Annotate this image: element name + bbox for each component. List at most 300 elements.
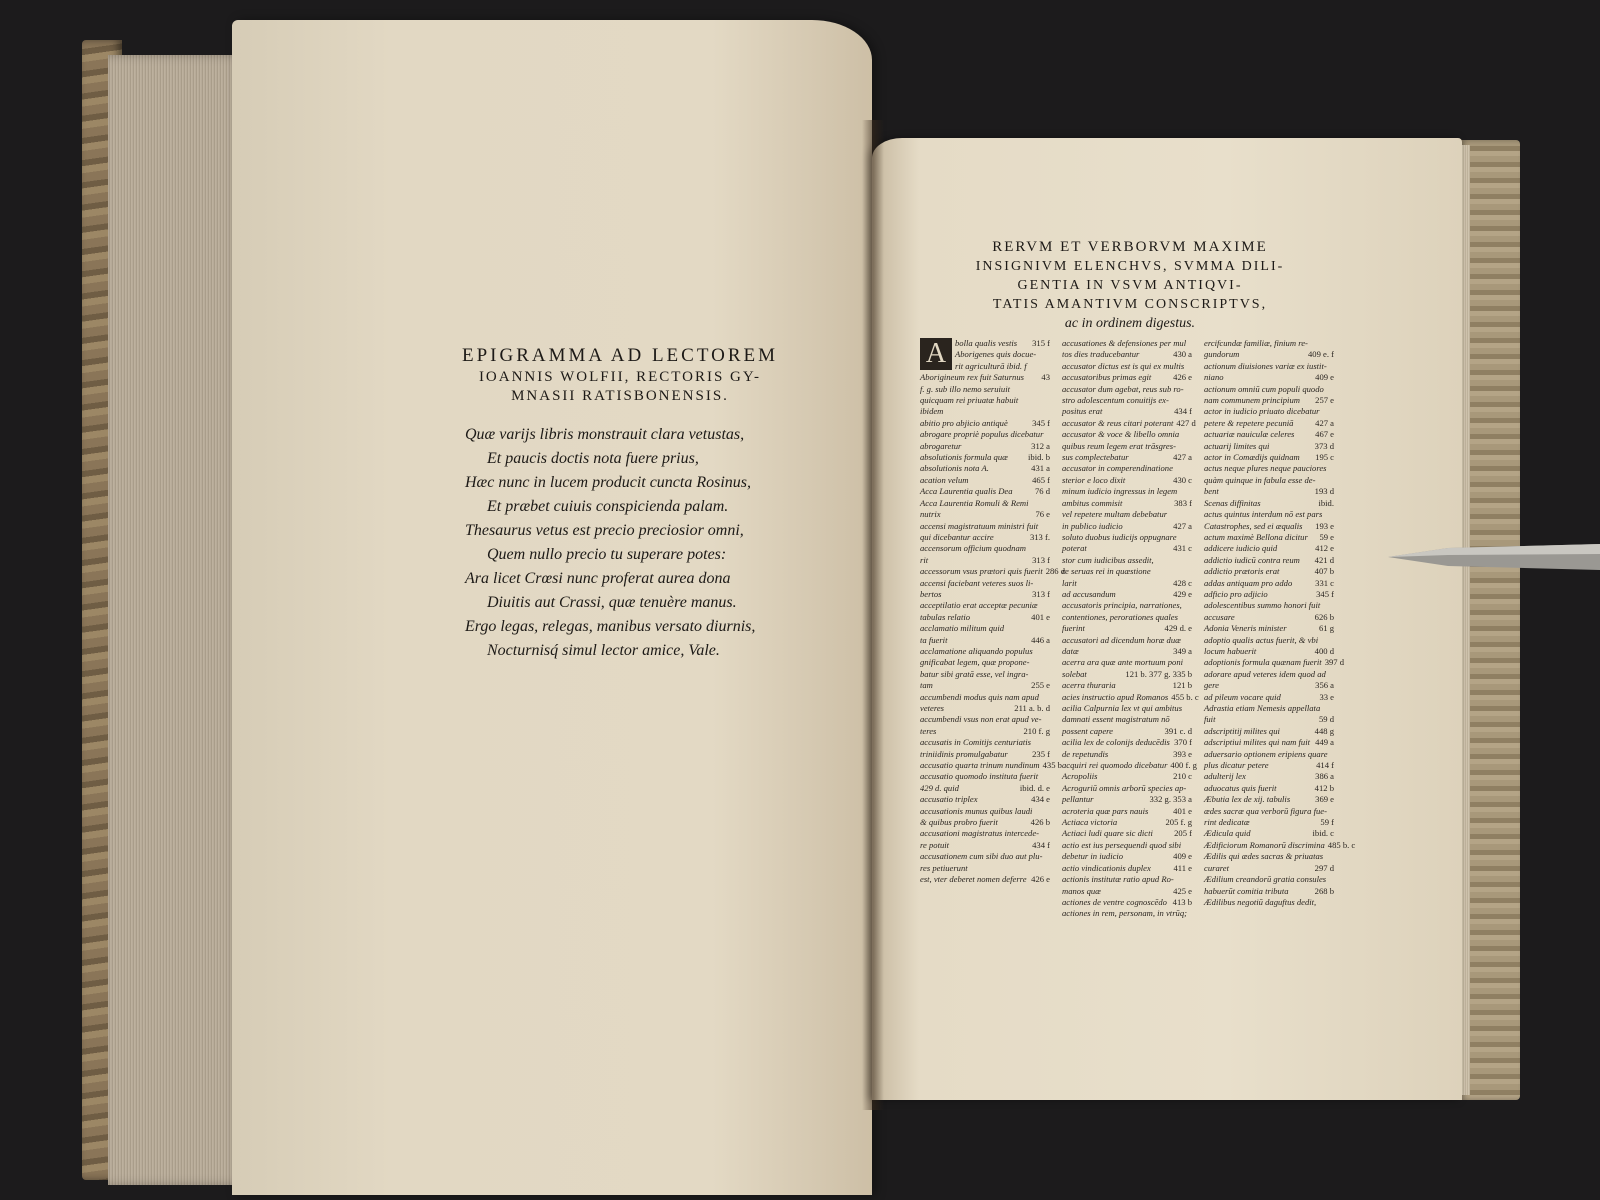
index-entry-page <box>1189 429 1192 440</box>
index-entry <box>920 543 1050 554</box>
index-entry-page <box>1189 714 1192 725</box>
index-entry <box>1204 349 1334 360</box>
index-entry-term: actus quintus interdum nō est pars <box>1204 509 1323 520</box>
index-entry-page <box>1331 361 1334 372</box>
index-entry <box>920 452 1050 463</box>
index-entry-term: accusatio quomodo instituta fuerit <box>920 771 1039 782</box>
index-entry-term: gundorum <box>1204 349 1240 360</box>
index-entry-term: ad pileum vocare quid <box>1204 691 1281 702</box>
index-entry-page <box>1331 806 1334 817</box>
poem-line: Ara licet Crœsi nunc proferat aurea dona <box>465 570 731 588</box>
index-entry-page: 59 d <box>1318 714 1334 725</box>
index-entry <box>920 646 1050 657</box>
index-entry-page <box>1047 737 1050 748</box>
drop-capital: A <box>920 338 952 370</box>
index-entry <box>920 635 1050 646</box>
index-entry-term: Catastrophes, sed ei æqualis <box>1204 520 1303 531</box>
index-entry-term: Ædilium creandorū gratia consules <box>1204 874 1327 885</box>
index-entry-page <box>1047 863 1050 874</box>
index-entry <box>920 372 1050 383</box>
index-entry-page: 455 b. c <box>1171 691 1199 702</box>
index-entry <box>1204 726 1334 737</box>
index-entry-page <box>1189 874 1192 885</box>
index-entry <box>920 828 1050 839</box>
index-entry-page <box>1331 874 1334 885</box>
index-entry-page <box>1189 703 1192 714</box>
index-entry-term: acclamatione aliquando populus <box>920 645 1033 656</box>
index-entry-page: 386 a <box>1315 771 1334 782</box>
index-entry-page <box>1047 692 1050 703</box>
index-entry-page: 427 d <box>1176 417 1196 428</box>
index-entry <box>1062 338 1192 349</box>
index-entry-page: 205 f <box>1174 828 1192 839</box>
index-entry-term: actiones de ventre cognoscēdo <box>1062 896 1167 907</box>
index-entry-term: quicquam rei priuatæ habuit <box>920 395 1019 406</box>
index-entry-term: gere <box>1204 680 1219 691</box>
index-entry <box>1062 521 1192 532</box>
index-entry-term: addictio prætoris erat <box>1204 566 1280 577</box>
index-entry <box>1204 532 1334 543</box>
index-entry <box>920 463 1050 474</box>
index-entry-page: 193 d <box>1314 486 1334 497</box>
index-entry-page: ibid. d. e <box>1019 782 1050 793</box>
index-entry <box>1204 897 1334 908</box>
letter-opener-blade <box>1388 540 1600 574</box>
index-columns <box>920 338 1356 963</box>
index-entry-term: acilia lex de colonijs deducēdis <box>1062 737 1170 748</box>
index-entry-page: 59 e <box>1319 531 1334 542</box>
index-entry-page <box>1331 635 1334 646</box>
index-entry-term: adorare apud veteres idem quod ad <box>1204 668 1326 679</box>
index-entry <box>1204 612 1334 623</box>
index-entry-page <box>1047 600 1050 611</box>
index-entry <box>1062 863 1192 874</box>
index-entry-page: 331 c <box>1315 577 1334 588</box>
index-entry <box>1062 463 1192 474</box>
index-entry-page <box>1047 384 1050 395</box>
index-entry-page: ibid. c <box>1312 828 1334 839</box>
index-entry-term: accusator & reus citari poterant <box>1062 417 1174 428</box>
poem-line: Quem nullo precio tu superare potes: <box>487 546 727 564</box>
index-entry <box>1204 600 1334 611</box>
index-entry <box>920 498 1050 509</box>
index-entry-page: 391 c. d <box>1164 725 1192 736</box>
index-entry-term: f. g. sub illo nemo seruiuit <box>920 383 1010 394</box>
index-entry-page <box>1047 646 1050 657</box>
index-entry-page <box>1047 714 1050 725</box>
epigram-block <box>405 345 835 663</box>
index-entry-page <box>1331 475 1334 486</box>
index-entry-term: petere & repetere pecuniā <box>1204 417 1294 428</box>
index-entry-page: 409 e <box>1315 372 1334 383</box>
index-entry <box>1062 657 1192 668</box>
index-entry-term: Scenas diffinitas <box>1204 497 1261 508</box>
index-entry <box>1062 908 1192 919</box>
index-entry-page: 412 e <box>1315 543 1334 554</box>
index-entry-term: datæ <box>1062 645 1079 656</box>
index-entry-page <box>1047 851 1050 862</box>
index-entry-term: accusationi magistratus intercede- <box>920 828 1040 839</box>
index-entry-term: accusatio triplex <box>920 794 978 805</box>
index-entry <box>920 441 1050 452</box>
index-entry-term: res petiuerunt <box>920 862 968 873</box>
index-entry-page: 286 d <box>1045 566 1066 577</box>
index-entry <box>1204 452 1334 463</box>
index-entry-page <box>1047 361 1050 372</box>
index-entry-term: absolutionis nota A. <box>920 463 989 474</box>
index-entry <box>1062 771 1192 782</box>
index-entry-page: 205 f. g <box>1165 817 1192 828</box>
index-entry <box>920 566 1066 577</box>
index-entry <box>1062 566 1192 577</box>
index-entry-term: manos quæ <box>1062 885 1101 896</box>
index-entry-term: stor cum iudicibus assedit, <box>1062 554 1154 565</box>
index-entry-term: actiones in rem, personam, in vtrūq; <box>1062 908 1187 919</box>
index-entry-term: in publico iudicio <box>1062 520 1123 531</box>
index-entry <box>1062 760 1197 771</box>
index-entry <box>920 760 1062 771</box>
index-entry-term: fuit <box>1204 714 1216 725</box>
index-entry-term: adscriptiui milites qui nam fuit <box>1204 737 1310 748</box>
index-entry <box>1204 475 1334 486</box>
index-entry <box>1204 680 1334 691</box>
index-entry-page: 373 d <box>1314 440 1334 451</box>
index-entry-page <box>1189 635 1192 646</box>
epigram-author-line1: IOANNIS WOLFII, RECTORIS GY- <box>478 368 762 385</box>
index-entry <box>1204 828 1334 839</box>
index-column <box>920 338 1066 963</box>
index-entry-page: 449 a <box>1315 737 1334 748</box>
index-entry-term: accusator in comperendinatione <box>1062 463 1173 474</box>
index-entry-page <box>1331 338 1334 349</box>
index-entry <box>920 406 1050 417</box>
index-entry-page <box>1047 828 1050 839</box>
index-entry-page <box>1189 566 1192 577</box>
index-entry-page: 383 f <box>1174 497 1192 508</box>
index-entry-page: 434 f <box>1032 839 1050 850</box>
index-entry-page: 370 f <box>1174 737 1192 748</box>
index-entry-page <box>1189 908 1192 919</box>
index-entry <box>1062 714 1192 725</box>
index-entry-term: acilia Calpurnia lex vt qui ambitus <box>1062 703 1183 713</box>
index-entry-term: aduocatus quis fuerit <box>1204 782 1277 793</box>
index-entry-page: 426 b <box>1030 817 1050 828</box>
index-entry <box>1062 509 1192 520</box>
index-entry-page: 467 e <box>1315 429 1334 440</box>
index-entry <box>1062 680 1192 691</box>
index-entry-term: accusatio quarta trinum nundinum <box>920 760 1040 771</box>
index-entry <box>1062 475 1192 486</box>
index-entry-page: 429 d. e <box>1164 623 1192 634</box>
index-entry-term: triniidinis promulgabatur <box>920 748 1008 759</box>
index-entry-page <box>1331 669 1334 680</box>
index-entry-term: Adonia Veneris minister <box>1204 623 1287 634</box>
index-entry-page: 315 f <box>1032 338 1050 348</box>
index-entry-term: addas antiquam pro addo <box>1204 577 1293 588</box>
index-entry <box>1204 657 1345 668</box>
index-entry-page <box>1047 771 1050 782</box>
index-entry <box>1062 840 1192 851</box>
index-entry-term: actionum diuisiones variæ ex iustit- <box>1204 360 1327 371</box>
index-entry-term: ercifcundæ familiæ, finium re- <box>1204 338 1308 348</box>
index-entry <box>955 338 1050 349</box>
epigram-author-line2: MNASII RATISBONENSIS. <box>511 387 729 404</box>
index-entry-term: adscriptitij milites qui <box>1204 725 1280 736</box>
index-entry <box>1204 589 1334 600</box>
index-entry <box>920 418 1050 429</box>
index-entry-term: rit <box>920 554 929 565</box>
index-entry <box>1204 338 1334 349</box>
index-entry <box>1204 555 1334 566</box>
index-entry-page <box>1189 532 1192 543</box>
index-entry-term: actionum omniū cum populi quodo <box>1204 383 1324 394</box>
index-entry <box>920 384 1050 395</box>
index-entry <box>1062 600 1192 611</box>
index-entry-term: Ædicula quid <box>1204 828 1251 839</box>
index-entry-term: sus complectebatur <box>1062 452 1129 463</box>
index-entry-page <box>1331 509 1334 520</box>
index-entry <box>1204 771 1334 782</box>
index-entry-term: aduersario optionem eripiens quare <box>1204 748 1328 759</box>
index-entry-term: stro adolescentum conuitijs ex- <box>1062 395 1169 406</box>
index-entry <box>1204 703 1334 714</box>
index-entry-term: abrogare propriè populus dicebatur <box>920 429 1044 440</box>
index-entry-page: 428 c <box>1173 577 1192 588</box>
index-entry <box>1062 635 1192 646</box>
index-entry <box>955 349 1050 360</box>
index-entry-page: 446 a <box>1031 634 1050 645</box>
index-entry <box>1204 372 1334 383</box>
index-entry-page <box>1189 840 1192 851</box>
index-entry <box>1062 749 1192 760</box>
index-entry-page: ibid. b <box>1028 452 1050 463</box>
index-heading-line: INSIGNIVM ELENCHVS, SVMMA DILI- <box>975 259 1285 274</box>
index-entry <box>920 475 1050 486</box>
index-entry-page: 465 f <box>1032 474 1050 485</box>
index-entry-term: actio vindicationis duplex <box>1062 862 1151 873</box>
index-entry-page <box>1331 897 1334 908</box>
index-entry <box>920 714 1050 725</box>
index-entry <box>1062 452 1192 463</box>
index-entry <box>920 395 1050 406</box>
index-entry <box>1062 417 1196 429</box>
index-entry-term: Acca Laurentia qualis Dea <box>920 486 1013 497</box>
index-entry <box>920 578 1050 589</box>
index-entry-page: 313 f <box>1032 554 1050 565</box>
index-entry-term: acquiri rei quomodo dicebatur <box>1062 760 1168 771</box>
index-entry <box>1062 669 1192 680</box>
index-entry-page: 193 e <box>1315 520 1334 531</box>
index-entry <box>920 703 1050 714</box>
poem-line: Nocturnisq́ simul lector amice, Vale. <box>487 642 720 660</box>
epigram-poem <box>465 423 835 663</box>
index-entry-term: acroteria quæ pars nauis <box>1062 805 1149 816</box>
index-entry-page: 400 f. g <box>1170 760 1197 771</box>
index-entry-term: veteres <box>920 703 945 713</box>
index-entry <box>1204 714 1334 725</box>
index-entry-term: re potuit <box>920 839 950 850</box>
index-entry-term: Acroguriū omnis arborū species ap- <box>1062 782 1187 793</box>
index-heading <box>925 238 1335 333</box>
epigram-title: EPIGRAMMA AD LECTOREM <box>461 345 778 366</box>
index-entry-page: 434 e <box>1031 794 1050 805</box>
index-entry <box>1062 578 1192 589</box>
index-entry-page: 426 e <box>1173 372 1192 383</box>
index-entry-term: tam <box>920 680 933 691</box>
index-entry-term: plus dicatur petere <box>1204 760 1269 771</box>
index-entry <box>920 657 1050 668</box>
index-entry <box>1062 349 1192 360</box>
index-entry-page: 407 b <box>1314 566 1334 577</box>
index-entry-page: 429 e <box>1173 588 1192 599</box>
index-entry-term: actuariæ nauiculæ celeres <box>1204 429 1295 440</box>
index-entry-page <box>1331 463 1334 474</box>
index-entry-page: 425 e <box>1173 885 1192 896</box>
index-entry-page: 431 a <box>1031 463 1050 474</box>
index-entry <box>1204 623 1334 634</box>
index-entry-term: bolla qualis vestis <box>955 338 1018 348</box>
index-entry-term: contentiones, perorationes quales <box>1062 611 1178 622</box>
index-entry-term: abrogaretur <box>920 440 962 451</box>
index-entry-term: acceptilatio erat acceptæ pecuniæ <box>920 600 1038 611</box>
index-entry <box>920 429 1050 440</box>
index-entry-page <box>1189 612 1192 623</box>
index-entry <box>1204 566 1334 577</box>
index-entry-page <box>1047 406 1050 417</box>
index-entry-page <box>1189 509 1192 520</box>
index-entry-term: acerra ara quæ ante mortuum poni <box>1062 657 1184 668</box>
index-entry-page: 356 a <box>1315 680 1334 691</box>
index-entry-term: tabulas relatio <box>920 611 971 622</box>
index-entry-term: acies instructio apud Romanos <box>1062 691 1169 702</box>
index-entry-page <box>1331 406 1334 417</box>
index-entry <box>920 806 1050 817</box>
index-entry <box>1204 543 1334 554</box>
poem-line: Thesaurus vetus est precio preciosior omni, <box>465 522 744 540</box>
index-entry <box>1204 418 1334 429</box>
index-entry <box>1062 897 1192 908</box>
index-entry-page: 76 e <box>1035 509 1050 520</box>
index-entry <box>1062 874 1192 885</box>
index-entry-term: accusationis munus quibus laudi <box>920 805 1033 816</box>
index-entry-term: Æbutia lex de xij. tabulis <box>1204 794 1291 805</box>
index-entry-page: 427 a <box>1173 520 1192 531</box>
index-entry <box>920 737 1050 748</box>
index-entry <box>1204 737 1334 748</box>
index-entry-page: 210 c <box>1173 771 1192 782</box>
index-entry-term: actor in Comædijs quidnam <box>1204 452 1300 463</box>
index-entry <box>1204 463 1334 474</box>
index-entry-page <box>1331 749 1334 760</box>
index-entry-term: poterat <box>1062 543 1087 554</box>
index-entry-page: 401 e <box>1031 611 1050 622</box>
index-column <box>1204 338 1356 963</box>
index-entry-page: 485 b. c <box>1327 839 1356 850</box>
index-entry-term: Ædificiorum Romanorū discrimina <box>1204 839 1325 850</box>
index-entry-term: Aborigineum rex fuit Saturnus <box>920 372 1024 383</box>
index-entry-page <box>1189 657 1192 668</box>
index-entry-term: gnificabat legem, quæ propone- <box>920 657 1030 668</box>
index-entry <box>1204 669 1334 680</box>
index-entry-page: 427 a <box>1315 417 1334 428</box>
index-entry <box>1062 817 1192 828</box>
index-entry-term: quibus reum legem erat trāsgres- <box>1062 440 1176 451</box>
index-entry-page: 413 b <box>1172 896 1192 907</box>
index-entry-term: accusator & voce & libello omnia <box>1062 429 1180 440</box>
index-entry-term: actus neque plures neque pauciores <box>1204 463 1327 474</box>
index-entry <box>1204 806 1334 817</box>
book-gutter <box>862 120 884 1110</box>
index-entry-term: locum habuerit <box>1204 645 1257 656</box>
index-entry-term: solebat <box>1062 668 1087 679</box>
index-entry <box>1204 509 1334 520</box>
index-entry-term: adoptionis formula quænam fuerit <box>1204 657 1322 668</box>
poem-line: Et præbet cuiuis conspicienda palam. <box>487 498 729 516</box>
poem-line: Diuitis aut Crassi, quæ tenuère manus. <box>487 594 737 612</box>
index-entry-page <box>1047 806 1050 817</box>
index-entry-term: abitio pro abjicio antiquè <box>920 417 1008 428</box>
index-column <box>1062 338 1199 963</box>
index-entry-term: teres <box>920 725 937 736</box>
index-entry-term: accensorum officium quodnam <box>920 543 1026 554</box>
index-entry-page <box>1047 657 1050 668</box>
left-page-edges <box>108 55 248 1185</box>
index-entry <box>1062 691 1199 703</box>
index-entry-term: accensi magistratuum ministri fuit <box>920 520 1039 531</box>
index-entry-page <box>1331 851 1334 862</box>
index-entry <box>920 794 1050 805</box>
index-heading-line: GENTIA IN VSVM ANTIQVI- <box>1017 278 1243 293</box>
index-entry-term: & quibus probro fuerit <box>920 817 998 828</box>
index-entry <box>920 555 1050 566</box>
index-entry-term: de repetundis <box>1062 748 1109 759</box>
index-entry-page <box>1189 395 1192 406</box>
index-entry <box>920 486 1050 497</box>
index-entry-term: habuerūt comitia tributa <box>1204 885 1289 896</box>
index-entry <box>1204 851 1334 862</box>
index-entry-page: 76 d <box>1034 486 1050 497</box>
index-entry-page <box>1331 384 1334 395</box>
poem-line: Hæc nunc in lucem producit cuncta Rosinus, <box>465 474 752 492</box>
index-entry <box>920 521 1050 532</box>
index-entry <box>920 874 1050 885</box>
index-entry <box>1062 498 1192 509</box>
index-entry <box>1062 612 1192 623</box>
index-entry <box>1204 874 1334 885</box>
index-entry-term: batur sibi gratā esse, vel ingra- <box>920 668 1029 679</box>
index-entry <box>920 623 1050 634</box>
index-entry <box>1062 406 1192 417</box>
index-entry-page: 345 f <box>1032 417 1050 428</box>
index-entry-term: pellantur <box>1062 794 1094 805</box>
index-entry-page <box>1189 441 1192 452</box>
index-entry-page: 430 a <box>1173 349 1192 360</box>
index-entry <box>1204 794 1334 805</box>
index-entry-term: possent capere <box>1062 725 1113 736</box>
index-entry-term: accusatis in Comitijs centuriatis <box>920 737 1032 748</box>
index-entry-term: curaret <box>1204 862 1229 873</box>
index-entry-page <box>1189 600 1192 611</box>
index-entry <box>920 692 1050 703</box>
poem-line: Quæ varijs libris monstrauit clara vetustas, <box>465 426 745 444</box>
index-entry-page: 448 g <box>1314 725 1334 736</box>
index-entry <box>1062 543 1192 554</box>
index-entry <box>1204 817 1334 828</box>
index-entry <box>1204 384 1334 395</box>
index-entry-term: accusatoribus primas egit <box>1062 372 1152 383</box>
index-entry-page: 345 f <box>1316 588 1334 599</box>
index-entry <box>1062 828 1192 839</box>
